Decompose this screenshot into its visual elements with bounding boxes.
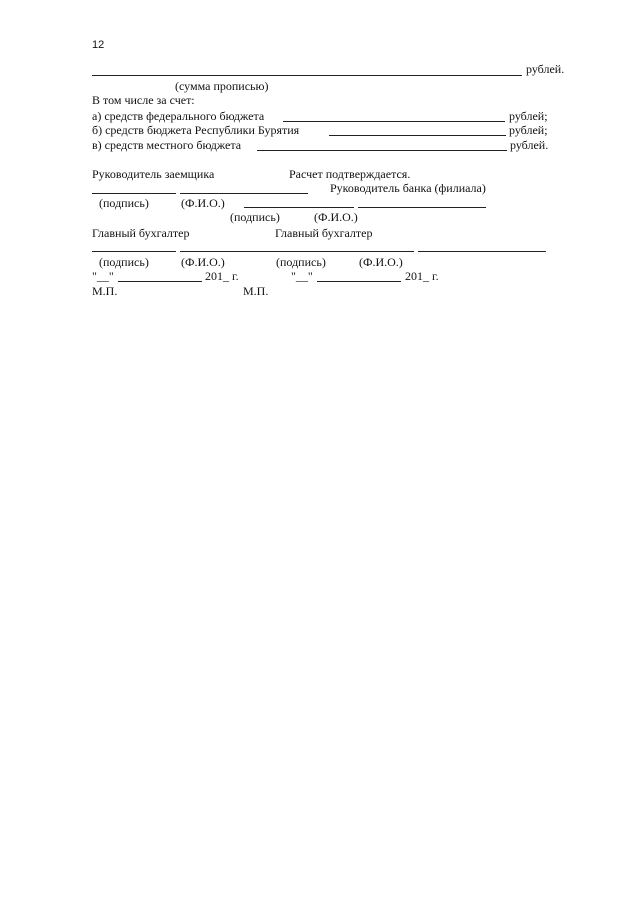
local-budget-unit: рублей. (510, 138, 549, 152)
borrower-stamp: М.П. (92, 284, 118, 298)
republic-budget-label: б) средств бюджета Республики Бурятия (92, 123, 300, 137)
bank-date-day: "__" (291, 269, 313, 283)
bank-head-signature-line (244, 207, 354, 208)
bank-head-label: Руководитель банка (филиала) (330, 181, 486, 195)
republic-budget-unit: рублей; (509, 123, 548, 137)
bank-date-year: 201_ г. (405, 269, 439, 283)
sum-in-words-hint: (сумма прописью) (175, 79, 269, 93)
borrower-date-year: 201_ г. (205, 269, 239, 283)
sum-unit: рублей. (526, 62, 565, 76)
local-budget-line (257, 150, 507, 151)
bank-head-name-line (358, 207, 486, 208)
borrower-head-name-hint: (Ф.И.О.) (181, 196, 225, 210)
bank-date-month-line (317, 281, 401, 282)
borrower-head-label: Руководитель заемщика (92, 167, 215, 181)
borrower-head-signature-line (92, 193, 176, 194)
borrower-date-month-line (118, 281, 202, 282)
bank-head-name-hint: (Ф.И.О.) (314, 210, 358, 224)
borrower-head-name-line (180, 193, 308, 194)
federal-budget-label: а) средств федерального бюджета (92, 109, 265, 123)
borrower-accountant-label: Главный бухгалтер (92, 226, 190, 240)
bank-accountant-label: Главный бухгалтер (275, 226, 373, 240)
local-budget-label: в) средств местного бюджета (92, 138, 242, 152)
page-number: 12 (92, 39, 105, 51)
bank-stamp: М.П. (243, 284, 269, 298)
sum-in-words-line (92, 75, 522, 76)
borrower-accountant-name-line (180, 251, 414, 252)
bank-head-signature-hint: (подпись) (230, 210, 280, 224)
borrower-date-day: "__" (92, 269, 114, 283)
bank-accountant-name-line (418, 251, 546, 252)
confirmation-label: Расчет подтверждается. (289, 167, 411, 181)
borrower-accountant-signature-line (92, 251, 176, 252)
federal-budget-unit: рублей; (509, 109, 548, 123)
borrower-accountant-name-hint: (Ф.И.О.) (181, 255, 225, 269)
federal-budget-line (283, 121, 505, 122)
bank-accountant-name-hint: (Ф.И.О.) (359, 255, 403, 269)
borrower-head-signature-hint: (подпись) (99, 196, 149, 210)
borrower-accountant-signature-hint: (подпись) (99, 255, 149, 269)
bank-accountant-signature-hint: (подпись) (276, 255, 326, 269)
republic-budget-line (329, 135, 506, 136)
including-label: В том числе за счет: (92, 93, 195, 107)
